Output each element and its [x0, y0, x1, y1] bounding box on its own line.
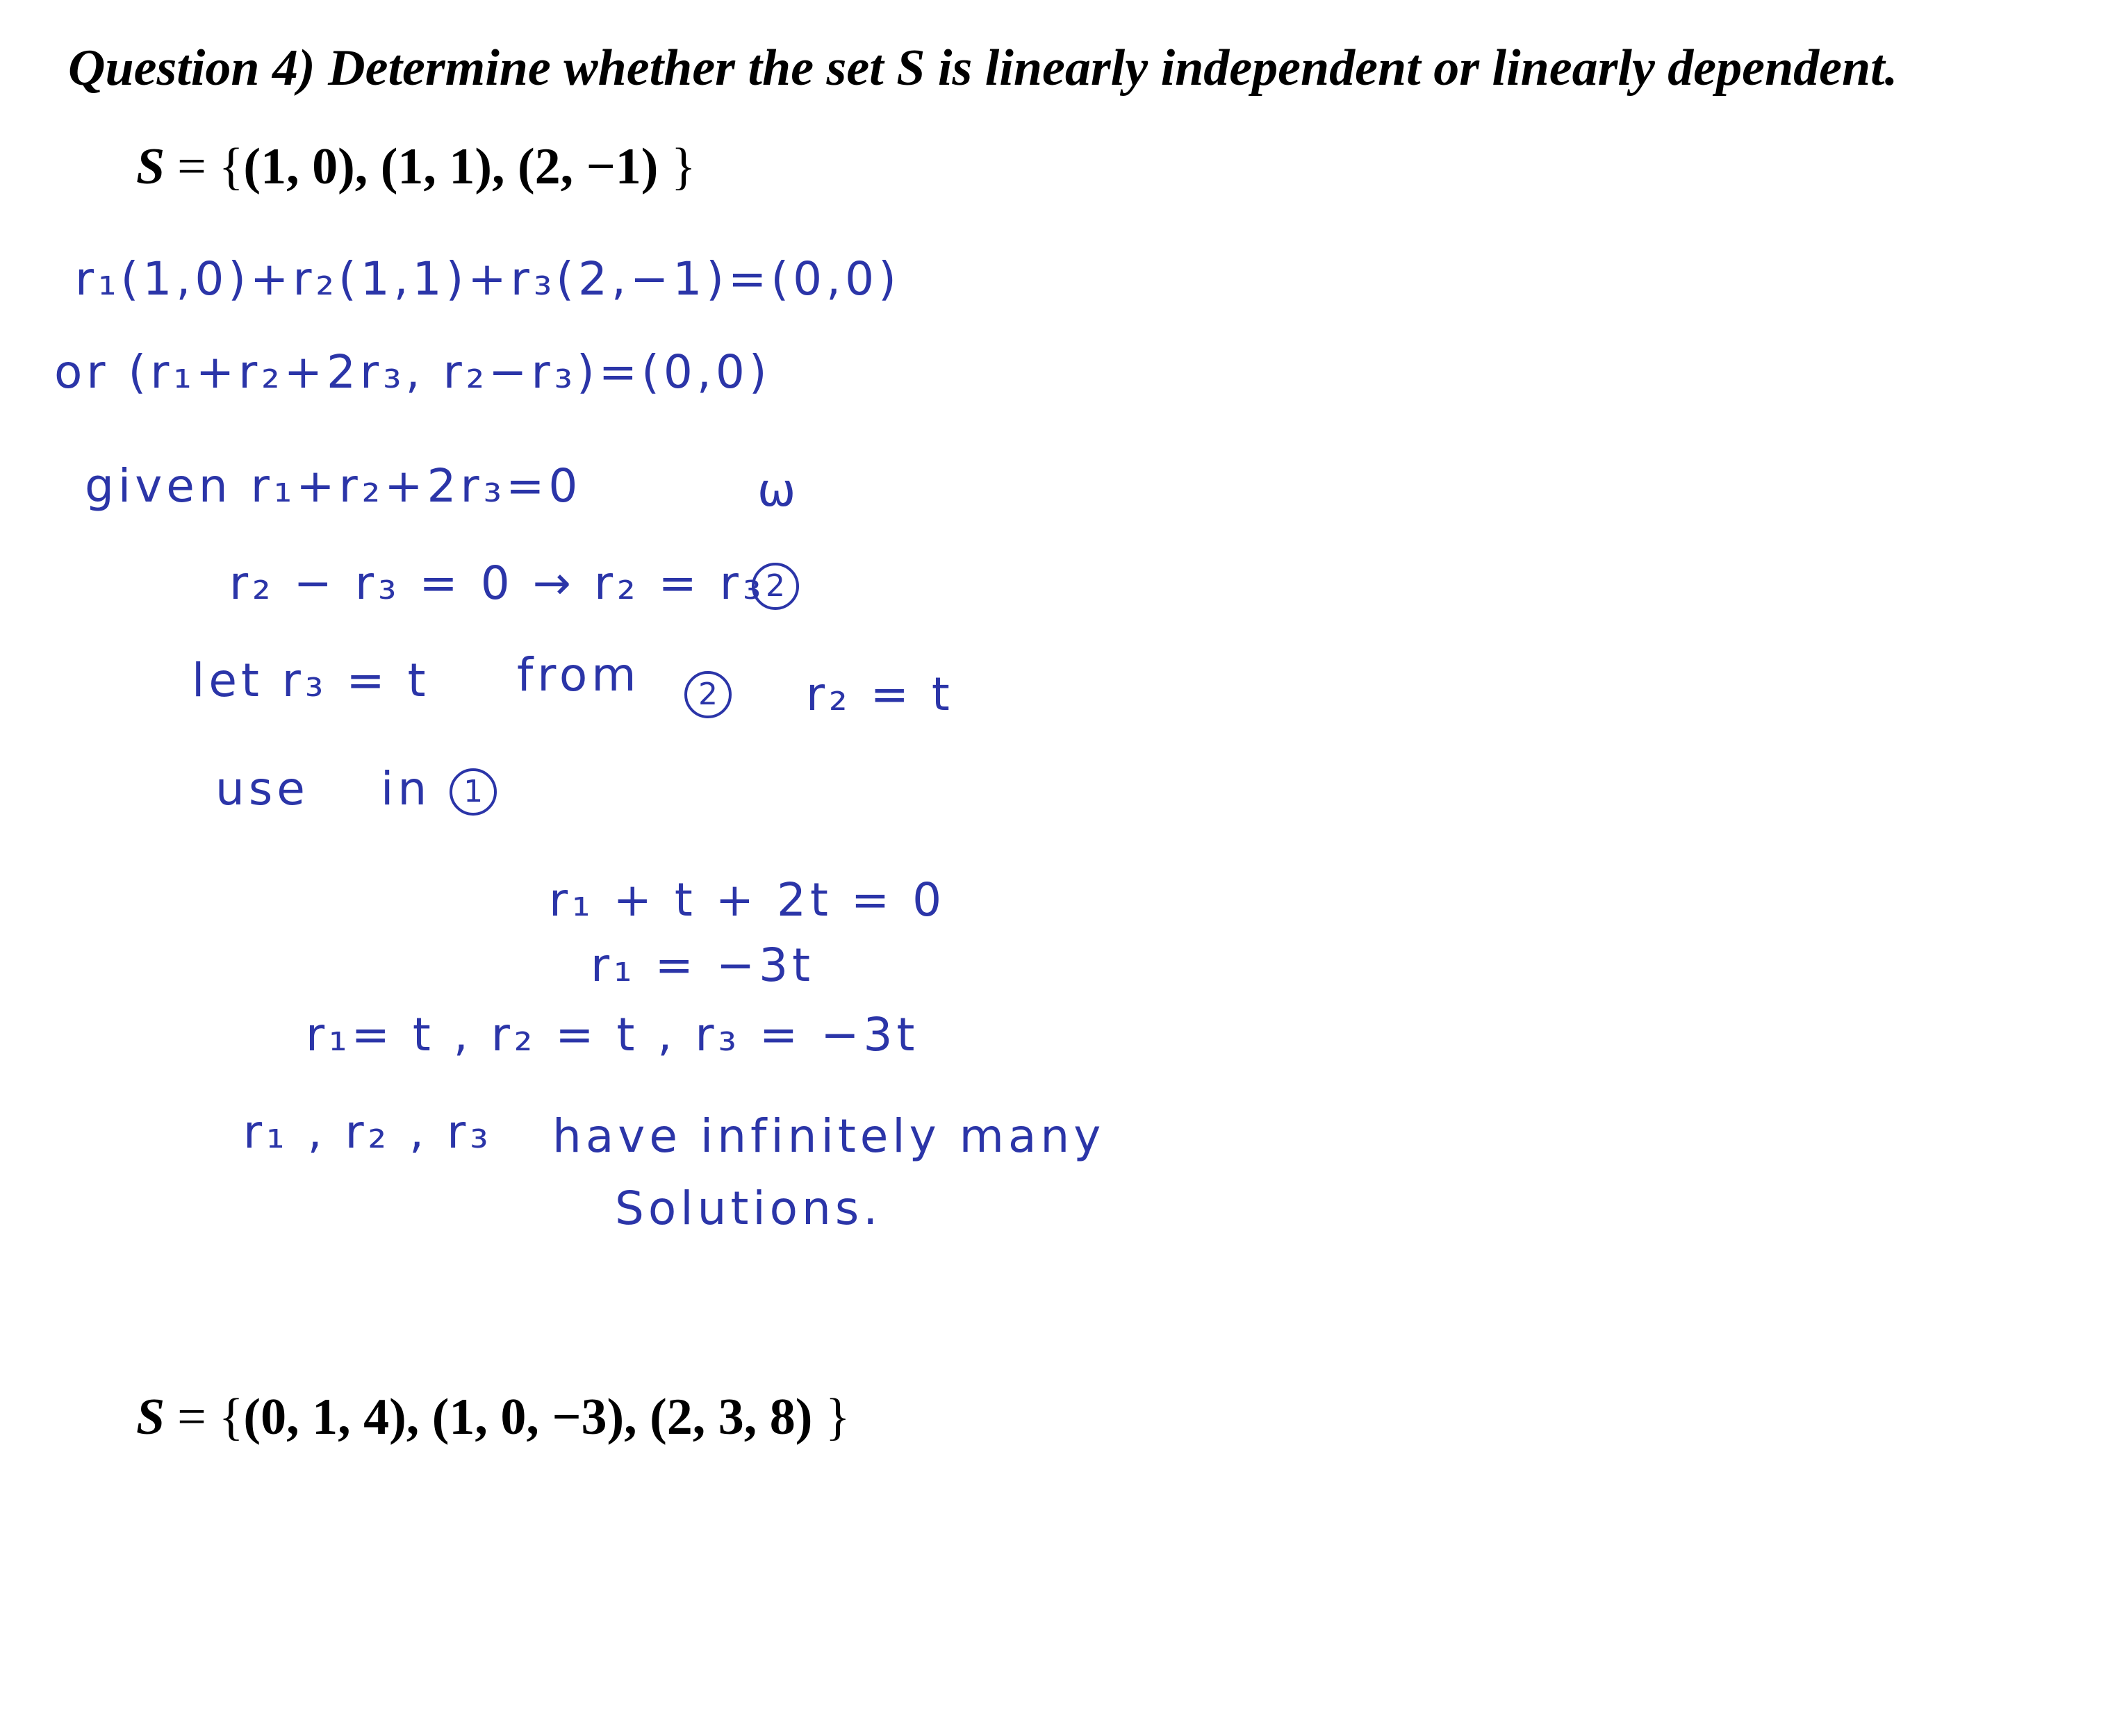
circled-two-icon: 2	[752, 563, 799, 610]
circled-one-icon: 1	[450, 768, 497, 816]
hw-line-3: given r₁+r₂+2r₃=0	[85, 459, 582, 513]
equals-sign: =	[177, 138, 206, 195]
hw-line-5-let: let r₃ = t	[192, 654, 430, 707]
hw-line-7: r₁ + t + 2t = 0	[549, 873, 946, 927]
hw-line-6-use: use	[215, 762, 309, 816]
set-equation-2	[136, 1382, 850, 1452]
hw-line-10-vars: r₁ , r₂ , r₃	[243, 1105, 493, 1159]
set-symbol: S	[136, 1389, 165, 1446]
circled-two-icon: 2	[684, 671, 732, 718]
question-label: Question 4)	[68, 40, 315, 97]
hw-line-6-in	[381, 761, 497, 817]
question-heading	[68, 33, 2069, 103]
hw-line-4: r₂ − r₃ = 0 → r₂ = r₃	[229, 556, 766, 610]
hw-in-text: in	[381, 762, 431, 816]
hw-eq1-mark: ω	[757, 463, 800, 517]
close-brace: }	[670, 138, 696, 195]
close-brace: }	[825, 1389, 850, 1446]
hw-line-11: Solutions.	[615, 1182, 882, 1235]
hw-line-5-mark-wrap	[684, 664, 732, 720]
hw-line-10-text: have infinitely many	[552, 1109, 1105, 1163]
equals-sign: =	[177, 1389, 206, 1446]
hw-line-5-from: from	[517, 648, 641, 702]
set-equation-1	[136, 132, 695, 201]
set-elements: (0, 1, 4), (1, 0, −3), (2, 3, 8)	[243, 1389, 813, 1446]
hw-eq2-mark-wrap	[752, 556, 799, 611]
set-elements: (1, 0), (1, 1), (2, −1)	[243, 138, 659, 195]
hw-line-1: r₁(1,0)+r₂(1,1)+r₃(2,−1)=(0,0)	[75, 252, 900, 306]
open-brace: {	[218, 1389, 244, 1446]
hw-line-8: r₁ = −3t	[591, 939, 815, 992]
hw-line-9: r₁= t , r₂ = t , r₃ = −3t	[306, 1008, 919, 1061]
set-symbol: S	[136, 138, 165, 195]
open-brace: {	[218, 138, 244, 195]
hw-line-5-result: r₂ = t	[806, 668, 954, 721]
hw-line-2: or (r₁+r₂+2r₃, r₂−r₃)=(0,0)	[54, 345, 771, 399]
question-text: Determine whether the set S is linearly independent or linearly dependent.	[328, 40, 1898, 97]
